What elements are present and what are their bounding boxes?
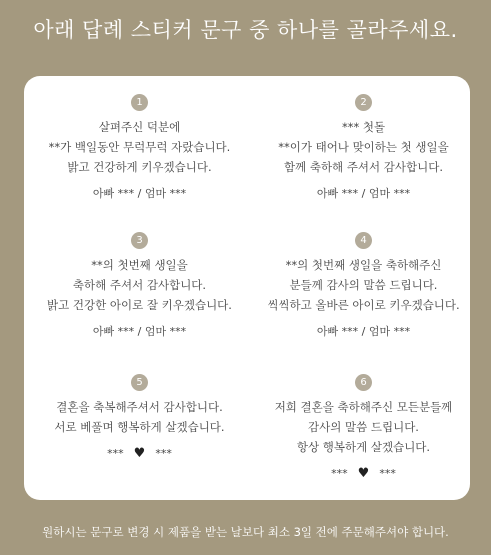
option-number-badge: 4 (355, 232, 372, 249)
option-line: 결혼을 축복해주셔서 감사합니다. (56, 400, 223, 414)
option-line: 항상 행복하게 살겠습니다. (296, 440, 431, 454)
option-4[interactable] (251, 232, 476, 340)
option-number-badge: 6 (355, 374, 372, 391)
option-2[interactable] (251, 94, 476, 202)
option-number-badge: 1 (131, 94, 148, 111)
option-number-badge: 5 (131, 374, 148, 391)
option-signature: 아빠 *** / 엄마 *** (316, 187, 411, 200)
option-line: 감사의 말씀 드립니다. (308, 420, 419, 434)
option-signature: 아빠 *** / 엄마 *** (316, 325, 411, 338)
footer-note: 원하시는 문구로 변경 시 제품을 받는 날보다 최소 3일 전에 주문해주셔야 합니다. (42, 525, 449, 539)
option-line: 저희 결혼을 축하해주신 모든분들께 (274, 400, 453, 414)
heart-icon: ♥ (133, 446, 146, 461)
option-line: 서로 베풀며 행복하게 살겠습니다. (54, 420, 225, 434)
option-line: 씩씩하고 올바른 아이로 키우겠습니다. (267, 298, 460, 312)
option-line: 함께 축하해 주셔서 감사합니다. (283, 160, 444, 174)
page-title: 아래 답례 스티커 문구 중 하나를 골라주세요. (33, 18, 458, 42)
option-signature: 아빠 *** / 엄마 *** (92, 325, 187, 338)
option-line: **의 첫번째 생일을 축하해주신 (285, 258, 442, 272)
option-line: 살펴주신 덕분에 (98, 120, 181, 134)
option-line: 분들께 감사의 말씀 드립니다. (289, 278, 438, 292)
option-line: 밝고 건강하게 키우겠습니다. (67, 160, 212, 174)
option-signature: 아빠 *** / 엄마 *** (92, 187, 187, 200)
signature-right: *** (379, 467, 396, 480)
signature-left: *** (331, 467, 348, 480)
option-line: 축하해 주셔서 감사합니다. (72, 278, 207, 292)
option-line: **의 첫번째 생일을 (91, 258, 188, 272)
heart-icon: ♥ (357, 466, 370, 481)
option-line: **이가 태어나 맞이하는 첫 생일을 (278, 140, 449, 154)
signature-left: *** (107, 447, 124, 460)
option-number-badge: 3 (131, 232, 148, 249)
option-line: **가 백일동안 무럭무럭 자랐습니다. (48, 140, 231, 154)
option-signature (251, 466, 476, 482)
option-signature (27, 446, 252, 462)
option-line: 밝고 건강한 아이로 잘 키우겠습니다. (47, 298, 232, 312)
option-6[interactable] (251, 374, 476, 482)
options-card (24, 76, 470, 500)
option-line: *** 첫돌 (341, 120, 386, 134)
option-1[interactable] (27, 94, 252, 202)
option-number-badge: 2 (355, 94, 372, 111)
signature-right: *** (155, 447, 172, 460)
option-5[interactable] (27, 374, 252, 462)
option-3[interactable] (27, 232, 252, 340)
